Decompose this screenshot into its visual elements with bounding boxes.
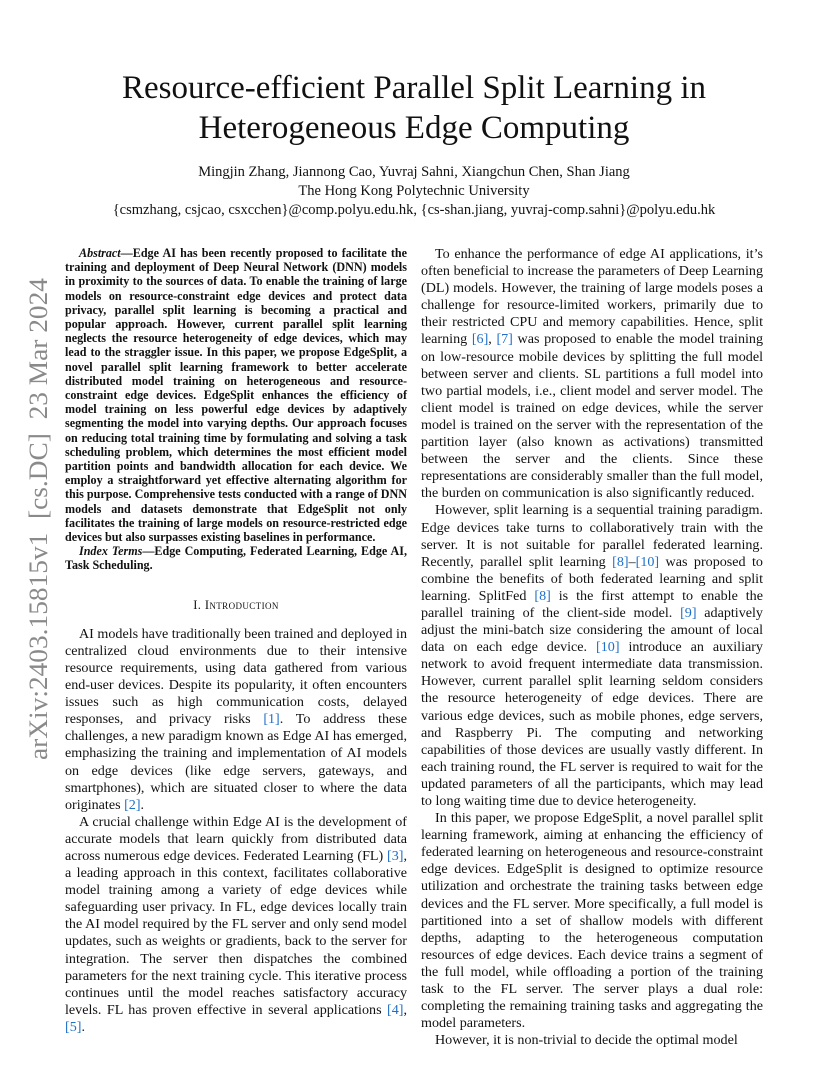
intro-paragraph-3: To enhance the performance of edge AI applications, it’s often beneficial to increase the parameters of Deep Learning (DL) models. However, the training of large models poses a challenge for resource-limited workers, primarily due to their restricted CPU and memory capabilities. Hence, split learning [6], [7] was proposed to enable the model training on low-resource mobile devices by splitting the full model between server and clients. SL partitions a full model into two partial models, i.e., client model and server model. The client model is trained on edge devices, while the server model is trained on the server with the representation of the partition layer (also known as activations) transmitted between the server and the clients. Since these representations are considerably smaller than the full model, the burden on communication is also significantly reduced. [421,246,763,502]
author-names: Mingjin Zhang, Jiannong Cao, Yuvraj Sahni, Xiangchun Chen, Shan Jiang [198,164,630,180]
author-emails: {csmzhang, csjcao, csxcchen}@comp.polyu.edu.hk, {cs-shan.jiang, yuvraj-comp.sahni}@polyu.edu.hk [112,202,716,218]
left-column [65,246,407,1036]
abstract [65,246,407,544]
citation-link[interactable]: [3] [387,847,404,864]
citation-link[interactable]: [6] [471,331,489,348]
citation-link[interactable]: [7] [496,331,513,348]
citation-link[interactable]: [5] [65,1018,82,1035]
citation-link[interactable]: [2] [124,796,141,813]
citation-link[interactable]: [8] [612,553,629,570]
citation-link[interactable]: [8] [534,587,551,604]
index-terms-label: Index Terms [79,544,143,559]
index-terms [65,544,407,572]
citation-link[interactable]: [1] [263,711,280,728]
section-heading-introduction: I. Introduction [193,597,279,612]
citation-link[interactable]: [10] [596,639,620,656]
arxiv-identifier-text: arXiv:2403.15815v1 [cs.DC] 23 Mar 2024 [23,293,53,760]
author-block [60,163,768,220]
arxiv-identifier-stamp [20,276,56,760]
citation-link[interactable]: [9] [680,604,697,621]
citation-link[interactable]: [4] [387,1001,404,1018]
abstract-label: Abstract [79,246,121,260]
citation-link[interactable]: [10] [635,553,660,570]
intro-paragraph-2: A crucial challenge within Edge AI is the development of accurate models that learn quickly from distributed data across numerous edge devices. Federated Learning (FL) [3], a leading approach in this context, facilitates collaborative model training among a variety of edge devices while safeguarding user privacy. In FL, edge devices locally train the AI model required by the FL server and only send model updates, such as weights or gradients, back to the server for integration. The server then dispatches the combined parameters for the next training cycle. This iterative process continues until the model reaches satisfactory accuracy levels. FL has proven effective in several applications [4], [5]. [65,813,407,1035]
intro-paragraph-4: However, split learning is a sequential training paradigm. Edge devices take turns to collaboratively train with the server. It is not suitable for parallel federated learning. Recently, parallel split learning [8]–[10] was proposed to combine the benefits of both federated learning and split learning. SplitFed [8] is the first attempt to enable the parallel training of the client-side model. [9] adaptively adjust the mini-batch size considering the amount of local data on each edge device. [10] introduce an auxiliary network to avoid frequent intermediate data transmission. However, current parallel split learning seldom considers the resource heterogeneity of edge devices. There are various edge devices, such as mobile phones, edge servers, and Raspberry Pi. The computing and networking capabilities of those devices are usually vastly different. In each training round, the FL server is required to wait for the updated parameters of all the participants, which may lead to long waiting time due to device heterogeneity. [421,502,763,809]
intro-paragraph-6: However, it is non-trivial to decide the optimal model [435,1032,738,1049]
intro-paragraph-5: In this paper, we propose EdgeSplit, a novel parallel split learning framework, aiming at enhancing the efficiency of federated learning on heterogeneous and resource-constraint edge devices. EdgeSplit is designed to optimize resource utilization and orchestrate the training tasks between edge devices and the FL server. More specifically, a full model is partitioned into a set of shallow models with different depths, adapting to the heterogeneous computation resources of edge devices. Each device trains a segment of the full model, while offloading a portion of the training task to the FL server. The server plays a dual role: completing the remaining training tasks and aggregating the model parameters. [421,810,763,1032]
abstract-text: —Edge AI has been recently proposed to facilitate the training and deployment of Deep Neural Network (DNN) models in proximity to the sources of data. To enable the training of large models on resource-constraint edge devices and protect data privacy, parallel split learning is becoming a practical and popular approach. However, current parallel split learning neglects the resource heterogeneity of edge devices, which may lead to the straggler issue. In this paper, we propose EdgeSplit, a novel parallel split learning framework to better accelerate distributed model training on heterogeneous and resource-constraint edge devices. EdgeSplit enhances the efficiency of model training on less powerful edge devices by adaptively segmenting the model into varying depths. Our approach focuses on reducing total training time by formulating and solving a task scheduling problem, which determines the most efficient model partition points and bandwidth allocation for each device. We employ a straightforward yet effective alternating algorithm for this purpose. Comprehensive tests conducted with a range of DNN models and datasets demonstrate that EdgeSplit not only facilitates the training of large models on resource-restricted edge devices but also surpasses existing baselines in performance. [65,246,407,545]
intro-paragraph-1: AI models have traditionally been trained and deployed in centralized cloud environments due to their intensive resource requirements, using data gathered from various end-user devices. Despite its popularity, it often encounters issues such as high communication costs, delayed responses, and privacy risks [1]. To address these challenges, a new paradigm known as Edge AI has emerged, emphasizing the training and implementation of AI models on edge devices (like edge servers, gateways, and smartphones), which are situated closer to where the data originates [2]. [65,625,407,813]
index-terms-text: —Edge Computing, Federated Learning, Edge AI, Task Scheduling. [65,544,407,573]
paper-title [80,68,748,148]
right-column [421,246,763,1049]
paper-title-line-1: Resource-efficient Parallel Split Learning in [121,70,707,106]
author-affiliation: The Hong Kong Polytechnic University [298,183,530,199]
paper-title-line-2: Heterogeneous Edge Computing [198,110,630,146]
